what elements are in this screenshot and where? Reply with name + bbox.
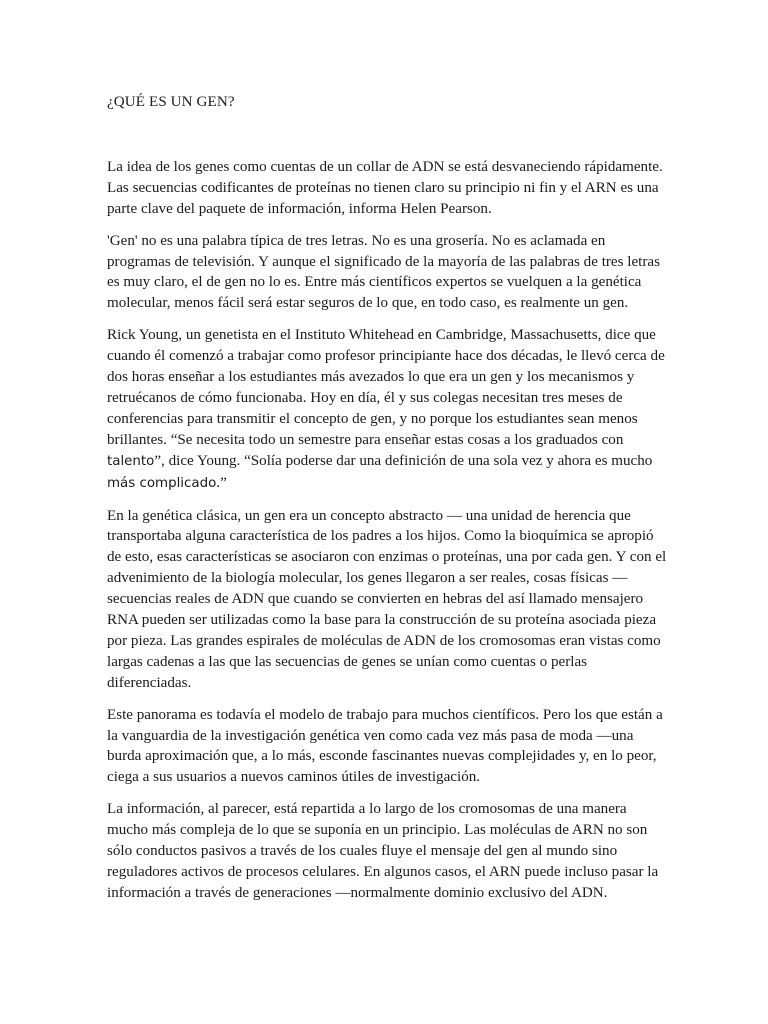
paragraph-3-text-e: .”	[216, 474, 227, 491]
paragraph-3-text-d: más complicado	[107, 475, 217, 491]
paragraph-3-text-c: ”, dice Young. “Solía poderse dar una definición de una sola vez y ahora es mucho	[154, 452, 653, 469]
document-body	[107, 92, 667, 915]
paragraph-6: La información, al parecer, está repartida a lo largo de los cromosomas de una manera mucho más compleja de lo que se suponía en un principio. Las moléculas de ARN no son sólo conductos pasivos a través de los cuales fluye el mensaje del gen al mundo sino reguladores activos de procesos celulares. En algunos casos, el ARN puede incluso pasar la información a través de generaciones —normalmente dominio exclusivo del ADN.	[107, 801, 659, 901]
paragraph-3-text-b: talento	[107, 453, 155, 469]
paragraph-1: La idea de los genes como cuentas de un collar de ADN se está desvaneciendo rápidamente. Las secuencias codificantes de proteínas no tienen claro su principio ni fin y el ARN es una parte clave del paquete de información, informa Helen Pearson.	[107, 158, 663, 217]
paragraph-4: En la genética clásica, un gen era un concepto abstracto — una unidad de herencia que transportaba alguna característica de los padres a los hijos. Como la bioquímica se apropió de esto, esas características se asociaron con enzimas o proteínas, una por cada gen. Y con el advenimiento de la biología molecular, los genes llegaron a ser reales, cosas físicas —secuencias reales de ADN que cuando se convierten en hebras del así llamado mensajero RNA pueden ser utilizadas como la base para la construcción de su proteína asociada pieza por pieza. Las grandes espirales de moléculas de ADN de los cromosomas eran vistas como largas cadenas a las que las secuencias de genes se unían como cuentas o perlas diferenciadas.	[107, 507, 667, 691]
paragraph-3	[107, 325, 667, 494]
paragraph-5: Este panorama es todavía el modelo de trabajo para muchos científicos. Pero los que están a la vanguardia de la investigación genética ven como cada vez más pasa de moda —una burda aproximación que, a lo más, esconde fascinantes nuevas complejidades y, en lo peor, ciega a sus usuarios a nuevos caminos útiles de investigación.	[107, 706, 663, 786]
page-title: ¿QUÉ ES UN GEN?	[107, 94, 235, 110]
paragraph-2: 'Gen' no es una palabra típica de tres letras. No es una grosería. No es aclamada en programas de televisión. Y aunque el significado de la mayoría de las palabras de tres letras es muy claro, el de gen no lo es. Entre más científicos expertos se vuelquen a la genética molecular, menos fácil será estar seguros de lo que, en todo caso, es realmente un gen.	[107, 232, 660, 312]
paragraph-3-text-a: Rick Young, un genetista en el Instituto Whitehead en Cambridge, Massachusetts, dice que cuando él comenzó a trabajar como profesor principiante hace dos décadas, le llevó cerca de dos horas enseñar a los estudiantes más avezados lo que era un gen y los mecanismos y retruécanos de cómo funcionaba. Hoy en día, él y sus colegas necesitan tres meses de conferencias para transmitir el concepto de gen, y no porque los estudiantes sean menos brillantes. “Se necesita todo un semestre para enseñar estas cosas a los graduados con	[107, 327, 665, 448]
